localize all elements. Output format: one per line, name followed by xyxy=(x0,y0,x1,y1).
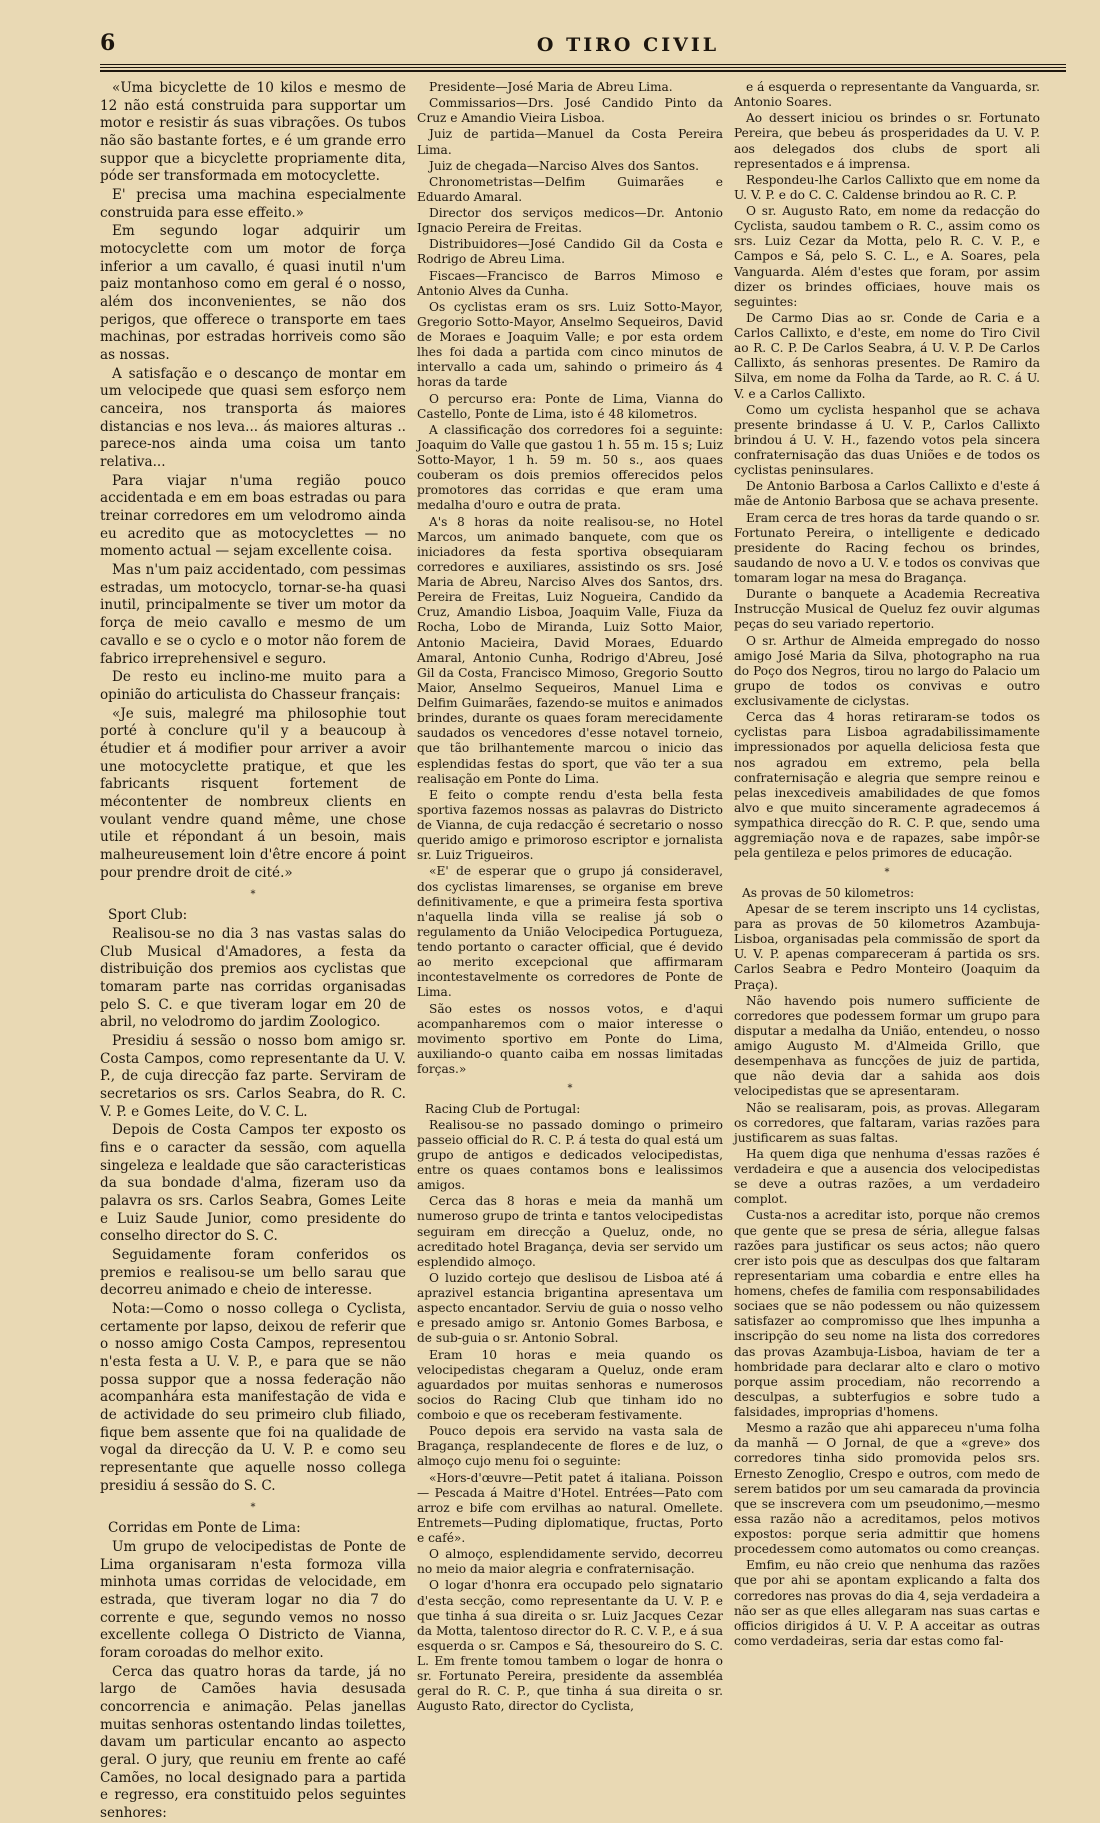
paragraph: Mas n'um paiz accidentado, com pessimas estradas, um motocyclo, tornar-se-ha quasi inutil, principalmente se tiver um motor da força de meio cavallo e mesmo de um cavallo e se o cyclo e o motor não forem de fabrico irreprehensivel e seguro. xyxy=(100,562,406,667)
jury-line: Juiz de partida—Manuel da Costa Pereira Lima. xyxy=(417,127,723,157)
paragraph: Emfim, eu não creio que nenhuma das razões que por ahi se apontam explicando a falta dos corredores nas provas do dia 4, seja verdadeira a não ser as que elles allegaram nas suas cartas e officios dirigidos á U. V. P. A acceitar as outras como verdadeiras, seria dar estas como fal- xyxy=(734,1558,1040,1648)
paragraph: Durante o banquete a Academia Recreativa Instrucção Musical de Queluz fez ouvir algumas peças do seu variado repertorio. xyxy=(734,587,1040,632)
header-rule-thin xyxy=(100,70,1066,72)
paragraph: E' precisa uma machina especialmente construida para esse effeito.» xyxy=(100,187,406,221)
paragraph: Eram 10 horas e meia quando os velocipedistas chegaram a Queluz, onde eram aguardados por muitas senhoras e numerosos socios do Racing Club que tinham ido no comboio e que os receberam festivamente. xyxy=(417,1347,723,1423)
column-1 xyxy=(100,80,406,1822)
jury-line: Director dos serviços medicos—Dr. Antonio Ignacio Pereira de Freitas. xyxy=(417,206,723,236)
section-heading: Racing Club de Portugal: xyxy=(425,1101,581,1116)
paragraph: Os cyclistas eram os srs. Luiz Sotto-Mayor, Gregorio Sotto-Mayor, Anselmo Sequeiros, David de Moraes e Joaquim Valle; e por esta ordem lhes foi dada a partida com cinco minutos de intervallo a cada um, sahindo o primeiro ás 4 horas da tarde xyxy=(417,299,723,390)
menu-paragraph: «Hors-d'œuvre—Petit patet á italiana. Poisson — Pescada á Maitre d'Hotel. Entrées—Pato com arroz e bife com ervilhas ao natural. Omellete. Entremets—Puding diplomatique, fructas, Porto e café». xyxy=(417,1470,723,1546)
section-separator: * xyxy=(884,867,890,879)
paragraph: Presidiu á sessão o nosso bom amigo sr. Costa Campos, como representante da U. V. P., de cuja direcção faz parte. Serviram de secretarios os srs. Carlos Seabra, do R. C. V. P. e Gomes Leite, do V. C. L. xyxy=(100,1032,406,1120)
jury-line: Juiz de chegada—Narciso Alves dos Santos. xyxy=(429,158,699,173)
paragraph: Apesar de se terem inscripto uns 14 cyclistas, para as provas de 50 kilometros Azambuja-Lisboa, organisadas pela commissão de sport da U. V. P. apenas compareceram á partida os srs. Carlos Seabra e Pedro Monteiro (Joaquim da Praça). xyxy=(734,901,1040,992)
paragraph: Mesmo a razão que ahi appareceu n'uma folha da manhã — O Jornal, de que a «greve» dos corredores tinha sido promovida pelos srs. Ernesto Zenoglio, Crespo e outros, com medo de serem batidos por um seu camarada da provincia que se inscrevera com um pseudonimo,—mesmo essa razão não a acreditamos, pelos motivos expostos: porque seria admittir que homens procedessem como automatos ou como creanças. xyxy=(734,1421,1040,1557)
column-2 xyxy=(417,80,723,1714)
jury-line: Fiscaes—Francisco de Barros Mimoso e Antonio Alves da Cunha. xyxy=(417,268,723,298)
paragraph: Nota:—Como o nosso collega o Cyclista, certamente por lapso, deixou de referir que o nosso amigo Costa Campos, representou n'esta festa a U. V. P., e para que se não possa suppor que a nossa federação não acompanhára esta manifestação de vida e de actividade do seu primeiro club filiado, fique bem assente que foi na qualidade de vogal da direcção da U. V. P. e como seu representante que aquelle nosso collega presidiu á sessão do S. C. xyxy=(100,1301,406,1494)
header-rule xyxy=(100,64,1066,68)
section-heading: Sport Club: xyxy=(108,907,188,924)
paragraph: Eram cerca de tres horas da tarde quando o sr. Fortunato Pereira, o intelligente e dedicado presidente do Racing fechou os brindes, saudando de novo a U. V. e todos os convivas que tomaram logar na mesa do Bragança. xyxy=(734,510,1040,585)
paragraph: O logar d'honra era occupado pelo signatario d'esta secção, como representante da U. V. P. e que tinha á sua direita o sr. Luiz Jacques Cezar da Motta, talentoso director do R. C. V. P., e á sua esquerda o sr. Campos e Sá, thesoureiro do S. C. L. Em frente tomou tambem o logar de honra o sr. Fortunato Pereira, presidente da assembléa geral do R. C. P., que tinha á sua direita o sr. Augusto Rato, director do Cyclista, xyxy=(417,1578,723,1714)
paragraph: «E' de esperar que o grupo já consideravel, dos cyclistas limarenses, se organise em breve definitivamente, e que a primeira festa sportiva n'aquella linda villa se realise já sob o regulamento da União Velocipedica Portugueza, tendo portanto o caracter official, que é devido ao merito excepcional que affirmaram incontestavelmente os corredores de Ponte de Lima. xyxy=(417,864,723,1000)
paragraph: Ha quem diga que nenhuma d'essas razões é verdadeira e que a ausencia dos velocipedistas se deve a outras razões, a um verdadeiro complot. xyxy=(734,1146,1040,1207)
paragraph: De resto eu inclino-me muito para a opinião do articulista do Chasseur français: xyxy=(100,669,406,703)
section-heading: As provas de 50 kilometros: xyxy=(742,885,915,900)
paragraph: A satisfação e o descanço de montar em um velocipede que quasi sem esforço nem canceira, nos transporta ás maiores distancias e nos leva... ás maiores alturas .. parece-nos ainda uma coisa um tanto relativa... xyxy=(100,365,406,471)
section-heading: Corridas em Ponte de Lima: xyxy=(108,1520,301,1537)
paragraph: O percurso era: Ponte de Lima, Vianna do Castello, Ponte de Lima, isto é 48 kilometros. xyxy=(417,391,723,421)
paragraph: e á esquerda o representante da Vanguarda, sr. Antonio Soares. xyxy=(734,80,1040,110)
masthead-title: O TIRO CIVIL xyxy=(536,34,720,56)
quote-paragraph: «Je suis, malegré ma philosophie tout porté à conclure qu'il y a beaucoup à étudier et á modifier pour arriver a avoir une motocyclette pratique, et que les fabricants risquent fortement de mécontenter de nombreux clients en voulant vendre quand même, une chose utile et répondant á un besoin, mais malheureusement loin d'être encore á point pour prendre droit de cité.» xyxy=(100,705,406,881)
paragraph: De Carmo Dias ao sr. Conde de Caria e a Carlos Callixto, e d'este, em nome do Tiro Civil ao R. C. P. De Carlos Seabra, á U. V. P. De Carlos Callixto, ás senhoras presentes. De Ramiro da Silva, em nome da Folha da Tarde, ao R. C. á U. V. e a Carlos Callixto. xyxy=(734,310,1040,401)
paragraph: A classificação dos corredores foi a seguinte: Joaquim do Valle que gastou 1 h. 55 m. 15 s; Luiz Sotto-Mayor, 1 h. 59 m. 50 s., aos quaes couberam os dois premios offerecidos pelos promotores das corridas e que eram uma medalha d'ouro e outra de prata. xyxy=(417,422,723,513)
paragraph: Não havendo pois numero sufficiente de corredores que podessem formar um grupo para disputar a medalha da União, entendeu, o nosso amigo Augusto M. d'Almeida Grillo, que desempenhava as funcções de juiz de partida, que não devia dar a sahida aos dois velocipedistas que se apresentaram. xyxy=(734,993,1040,1099)
paragraph: Seguidamente foram conferidos os premios e realisou-se um bello sarau que decorreu animado e cheio de interesse. xyxy=(100,1247,406,1299)
paragraph: E feito o compte rendu d'esta bella festa sportiva fazemos nossas as palavras do Districto de Vianna, de cuja redacção é secretario o nosso querido amigo e primoroso escriptor e jornalista sr. Luiz Trigueiros. xyxy=(417,787,723,863)
column-3 xyxy=(734,80,1040,1648)
paragraph: O almoço, esplendidamente servido, decorreu no meio da maior alegria e confraternisação. xyxy=(417,1547,723,1577)
paragraph: Respondeu-lhe Carlos Callixto que em nome da U. V. P. e do C. C. Caldense brindou ao R. C. P. xyxy=(734,172,1040,202)
paragraph: Cerca das 4 horas retiraram-se todos os cyclistas para Lisboa agradabilissimamente impressionados por aquella deliciosa festa que nos agradou em extremo, pela bella confraternisação e alegria que sempre reinou e pelas inexcediveis amabilidades de que fomos alvo e que muito sinceramente agradecemos á sympathica direcção do R. C. P. que, sendo uma aggremiação nova e de rapazes, sabe impôr-se pela gentileza e pelos primores de educação. xyxy=(734,710,1040,861)
paragraph: De Antonio Barbosa a Carlos Callixto e d'este á mãe de Antonio Barbosa que se achava presente. xyxy=(734,479,1040,509)
paragraph: O sr. Arthur de Almeida empregado do nosso amigo José Maria da Silva, photographo na rua do Poço dos Negros, tirou no largo do Palacio um grupo de todos os convivas e outro exclusivamente de ciclystas. xyxy=(734,633,1040,708)
paragraph: «Uma bicyclette de 10 kilos e mesmo de 12 não está construida para supportar um motor e resistir ás suas vibrações. Os tubos não são bastante fortes, e é um grande erro suppor que a bicyclette propriamente dita, póde ser transformada em motocyclette. xyxy=(100,80,406,185)
section-separator: * xyxy=(250,1502,256,1514)
page-number: 6 xyxy=(100,30,116,56)
paragraph: Em segundo logar adquirir um motocyclette com um motor de força inferior a um cavallo, é quasi inutil n'um paiz montanhoso como em geral é o nosso, além dos inconvenientes, se não dos perigos, que offerece o transporte em taes machinas, por estradas horriveis como são as nossas. xyxy=(100,223,406,364)
paragraph: O sr. Augusto Rato, em nome da redacção do Cyclista, saudou tambem o R. C., assim como os srs. Luiz Cezar da Motta, pelo R. C. V. P., e Campos e Sá, pelo S. C. L., e A. Soares, pela Vanguarda. Além d'estes que foram, por assim dizer os brindes officiaes, houve mais os seguintes: xyxy=(734,204,1040,309)
paragraph: Depois de Costa Campos ter exposto os fins e o caracter da sessão, com aquella singeleza e lealdade que são caracteristicas da sua bondade d'alma, fizeram uso da palavra os srs. Carlos Seabra, Gomes Leite e Luiz Saude Junior, como presidente do conselho director do S. C. xyxy=(100,1122,406,1245)
jury-line: Commissarios—Drs. José Candido Pinto da Cruz e Amandio Vieira Lisboa. xyxy=(417,96,723,126)
paragraph: O luzido cortejo que deslisou de Lisboa até á aprazivel estancia brigantina apresentava um aspecto encantador. Serviu de guia o nosso velho e presado amigo sr. Antonio Gomes Barbosa, e de sub-guia o sr. Antonio Sobral. xyxy=(417,1270,723,1346)
paragraph: Realisou-se no passado domingo o primeiro passeio official do R. C. P. á testa do qual está um grupo de antigos e dedicados velocipedistas, entre os quaes contamos bons e lealissimos amigos. xyxy=(417,1117,723,1193)
jury-line: Chronometristas—Delfim Guimarães e Eduardo Amaral. xyxy=(417,174,723,204)
jury-line: Presidente—José Maria de Abreu Lima. xyxy=(429,80,673,94)
paragraph: Um grupo de velocipedistas de Ponte de Lima organisaram n'esta formoza villa minhota umas corridas de velocidade, em estrada, que tiveram logar no dia 7 do corrente e que, segundo vemos no nosso excellente collega O Districto de Vianna, foram coroadas do melhor exito. xyxy=(100,1539,406,1662)
jury-line: Distribuidores—José Candido Gil da Costa e Rodrigo de Abreu Lima. xyxy=(417,237,723,267)
paragraph: Como um cyclista hespanhol que se achava presente brindasse á U. V. P., Carlos Callixto brindou á U. V. H., fazendo votos pela sincera confraternisação das duas Uniões e de todos os cyclistas peninsulares. xyxy=(734,402,1040,478)
paragraph: Cerca das quatro horas da tarde, já no largo de Camões havia desusada concorrencia e animação. Pelas janellas muitas senhoras ostentando lindas toilettes, davam um particular encanto ao aspecto geral. O jury, que reuniu em frente ao café Camões, no local designado para a partida e regresso, era constituido pelos seguintes senhores: xyxy=(100,1663,406,1822)
paragraph: Custa-nos a acreditar isto, porque não cremos que gente que se presa de séria, allegue falsas razões para justificar os seus actos; não quero crer isto pois que as desculpas dos que faltaram representariam uma cobardia e entre elles ha homens, chefes de familia com responsabilidades sociaes que se não podessem ou não quizessem satisfazer ao compromisso que lhes impunha a inscripção do seu nome na lista dos corredores das provas Azambuja-Lisboa, haviam de ter a hombridade para declarar alto e claro o motivo porque assim procediam, não recorrendo a desculpas, a subterfugios e sobre tudo a falsidades, improprias d'homens. xyxy=(734,1208,1040,1420)
paragraph: Realisou-se no dia 3 nas vastas salas do Club Musical d'Amadores, a festa da distribuição dos premios aos cyclistas que tomaram parte nas corridas organisadas pelo S. C. e que tiveram logar em 20 de abril, no velodromo do jardim Zoologico. xyxy=(100,925,406,1031)
paragraph: Pouco depois era servido na vasta sala de Bragança, resplandecente de flores e de luz, o almoço cujo menu foi o seguinte: xyxy=(417,1424,723,1469)
columns xyxy=(100,80,1066,1822)
paragraph: Ao dessert iniciou os brindes o sr. Fortunato Pereira, que bebeu ás prosperidades da U. V. P. aos delegados dos clubs de sport ali representados e á imprensa. xyxy=(734,111,1040,171)
paragraph: A's 8 horas da noite realisou-se, no Hotel Marcos, um animado banquete, com que os iniciadores da festa sportiva obsequiaram corredores e auxiliares, assistindo os srs. José Maria de Abreu, Narciso Alves dos Santos, drs. Pereira de Freitas, Luiz Nogueira, Candido da Cruz, Amandio Lisboa, Joaquim Valle, Fiuza da Rocha, Lobo de Miranda, Luiz Sotto Maior, Antonio Macieira, David Moraes, Eduardo Amaral, Antonio Cunha, Rodrigo d'Abreu, José Gil da Costa, Francisco Mimoso, Gregorio Soutto Maior, Anselmo Sequeiros, Manuel Lima e Delfim Guimarães, fazendo-se muitos e animados brindes, durante os quaes foram merecidamente saudados os vencedores d'esse notavel torneio, que tão brilhantemente marcou o inicio das esplendidas festas do sport, que vão ter a sua realisação em Ponte do Lima. xyxy=(417,514,723,786)
paragraph: Cerca das 8 horas e meia da manhã um numeroso grupo de trinta e tantos velocipedistas seguiram em direcção a Queluz, onde, no acreditado hotel Bragança, devia ser servido um esplendido almoço. xyxy=(417,1194,723,1269)
page-header xyxy=(100,26,1066,56)
paragraph: Para viajar n'uma região pouco accidentada e em em boas estradas ou para treinar corredores em um velodromo ainda eu acredito que as motocyclettes — no momento actual — sejam excellente coisa. xyxy=(100,472,406,560)
section-separator: * xyxy=(250,889,256,901)
paragraph: São estes os nossos votos, e d'aqui acompanharemos com o maior interesse o movimento sportivo em Ponte do Lima, auxiliando-o quanto caiba em nossas limitadas forças.» xyxy=(417,1001,723,1076)
section-separator: * xyxy=(567,1083,573,1095)
paragraph: Não se realisaram, pois, as provas. Allegaram os corredores, que faltaram, varias razões para justificarem as suas faltas. xyxy=(734,1100,1040,1145)
